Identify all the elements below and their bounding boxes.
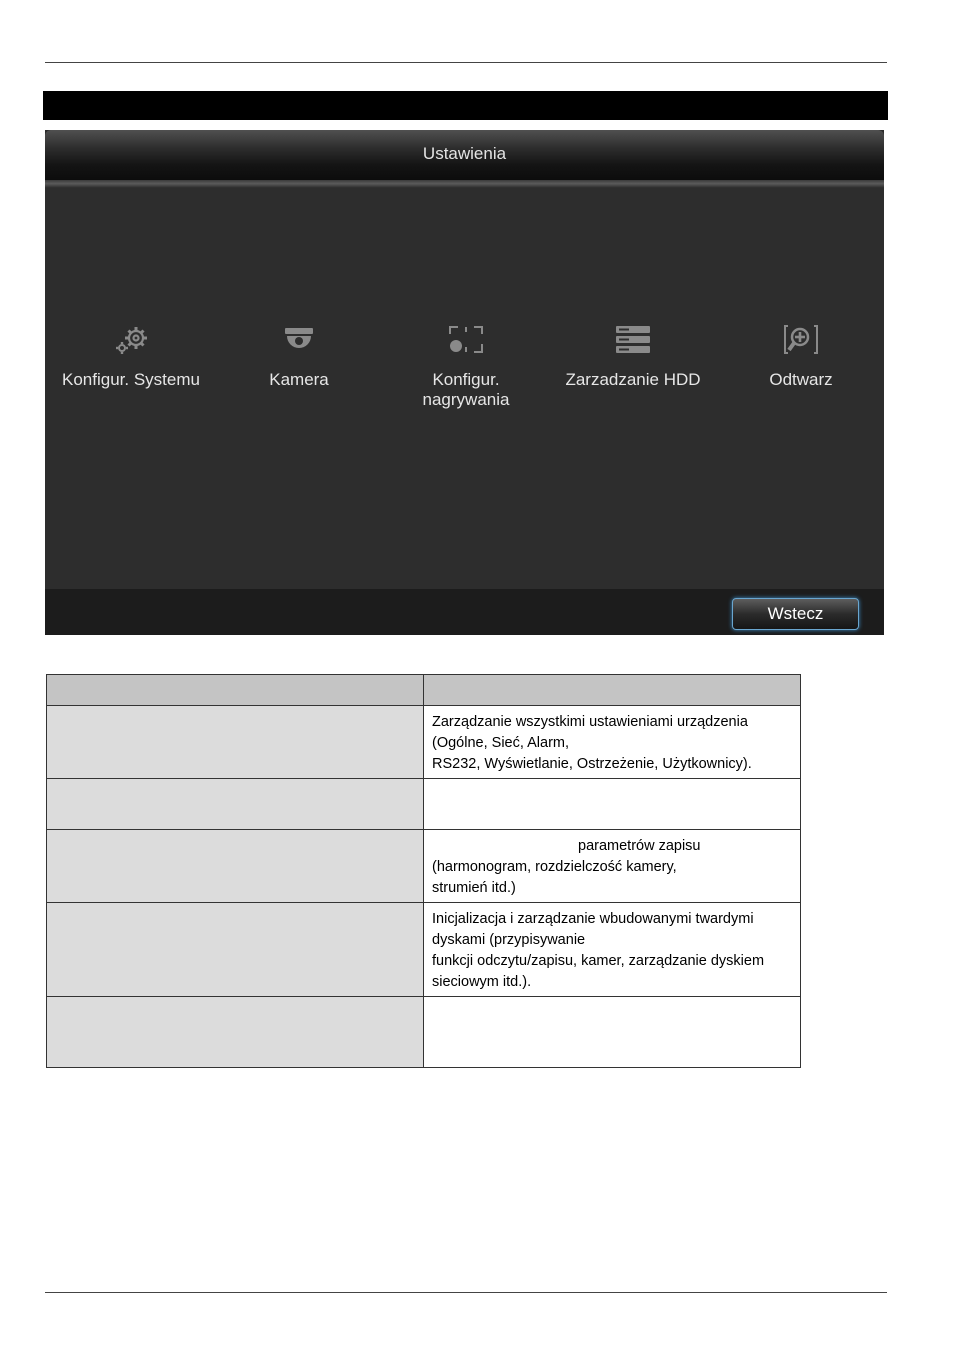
back-button[interactable]: Wstecz bbox=[732, 598, 859, 630]
table-desc-cell bbox=[424, 830, 801, 903]
menu-label: Konfigur. Systemu bbox=[62, 370, 200, 389]
menu-label: Odtwarz bbox=[769, 370, 833, 389]
table-label-cell bbox=[47, 997, 424, 1068]
table-label-cell bbox=[47, 903, 424, 997]
gears-icon bbox=[109, 320, 153, 360]
table-label-cell bbox=[47, 779, 424, 830]
desc-line: Inicjalizacja i zarządzanie wbudowanymi twardymi dyskami (przypisywanie bbox=[432, 911, 754, 948]
menu-label-line2: nagrywania bbox=[422, 390, 510, 409]
desc-line: strumień itd.) bbox=[432, 880, 516, 896]
menu-item-record-config[interactable] bbox=[381, 320, 551, 410]
desc-line: parametrów zapisu (harmonogram, rozdzielczość kamery, bbox=[432, 838, 701, 875]
table-label-cell bbox=[47, 706, 424, 779]
menu-item-hdd-management[interactable] bbox=[548, 320, 718, 390]
table-desc-cell bbox=[424, 706, 801, 779]
table-row bbox=[47, 779, 801, 830]
menu-label-line1: Konfigur. bbox=[432, 370, 500, 389]
section-heading-bar bbox=[43, 91, 888, 120]
menu-item-system-config[interactable] bbox=[46, 320, 216, 390]
page-top-rule bbox=[45, 62, 887, 63]
table-desc-cell bbox=[424, 997, 801, 1068]
table-desc-cell bbox=[424, 903, 801, 997]
desc-line: funkcji odczytu/zapisu, kamer, zarządzanie dyskiem sieciowym itd.). bbox=[432, 953, 765, 990]
table-row bbox=[47, 706, 801, 779]
table-row bbox=[47, 997, 801, 1068]
menu-item-playback[interactable] bbox=[716, 320, 884, 390]
hdd-stack-icon bbox=[611, 320, 655, 360]
header-divider bbox=[45, 180, 884, 188]
desc-line: RS232, Wyświetlanie, Ostrzeżenie, Użytkownicy). bbox=[432, 756, 752, 772]
menu-label: Zarzadzanie HDD bbox=[565, 370, 701, 389]
record-config-icon bbox=[444, 320, 488, 360]
table-header-cell bbox=[47, 675, 424, 706]
menu-description-table bbox=[46, 674, 801, 1068]
table-header-row bbox=[47, 675, 801, 706]
dome-camera-icon bbox=[277, 320, 321, 360]
desc-line: Zarządzanie wszystkimi ustawieniami urządzenia (Ogólne, Sieć, Alarm, bbox=[432, 714, 748, 751]
dvr-settings-screenshot bbox=[45, 130, 884, 635]
dvr-header bbox=[45, 130, 884, 180]
table-desc-cell bbox=[424, 779, 801, 830]
dvr-title: Ustawienia bbox=[422, 144, 507, 163]
table-row bbox=[47, 903, 801, 997]
menu-label: Kamera bbox=[269, 370, 329, 389]
table-row bbox=[47, 830, 801, 903]
table-header-cell bbox=[424, 675, 801, 706]
table-label-cell bbox=[47, 830, 424, 903]
page-bottom-rule bbox=[45, 1292, 887, 1293]
playback-search-icon bbox=[779, 320, 823, 360]
menu-label bbox=[381, 370, 551, 410]
menu-item-camera[interactable] bbox=[214, 320, 384, 390]
